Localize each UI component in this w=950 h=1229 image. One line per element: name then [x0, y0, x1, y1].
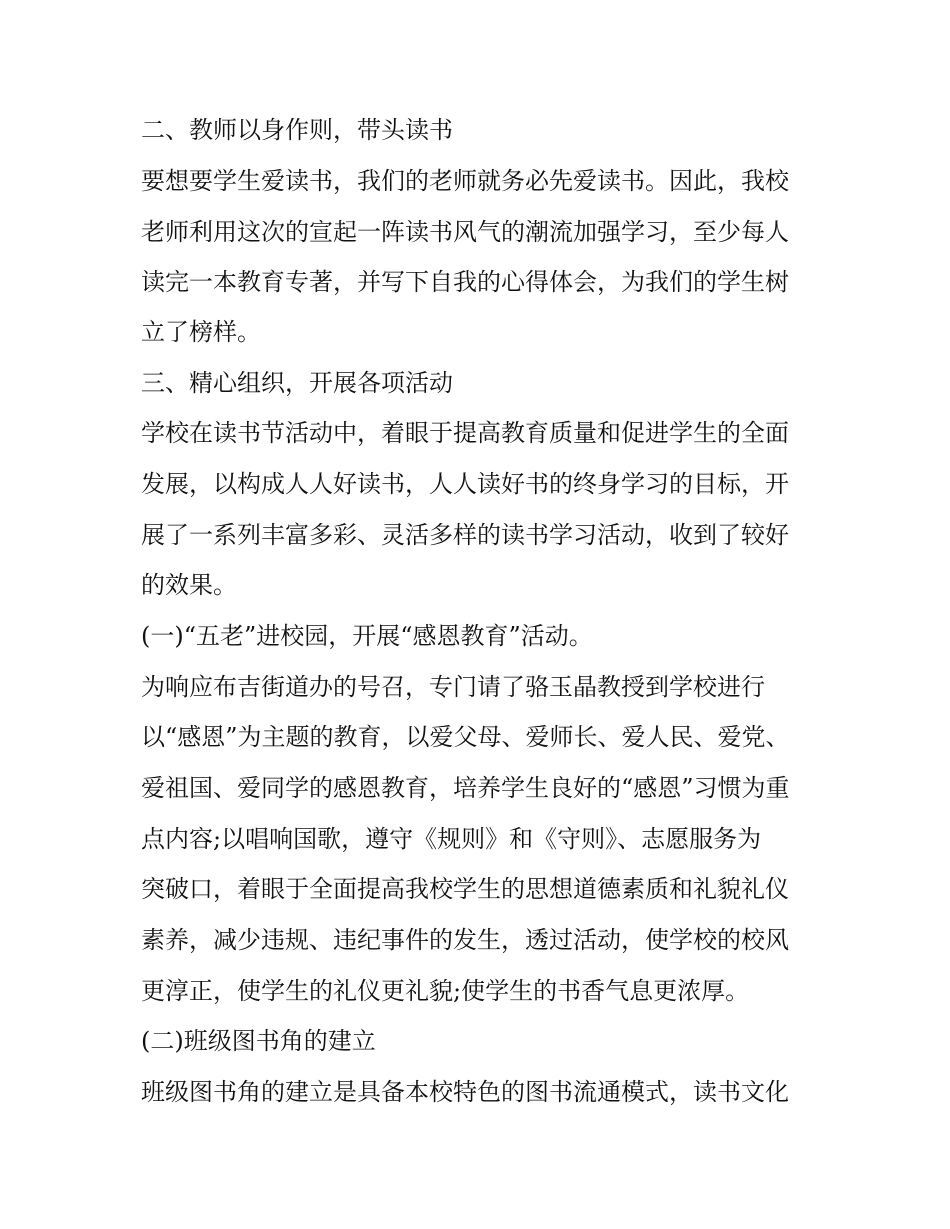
paragraph-line: 为响应布吉街道办的号召，专门请了骆玉晶教授到学校进行 — [141, 673, 765, 701]
paragraph-line: 以“感恩”为主题的教育，以爱父母、爱师长、爱人民、爱党、 — [141, 723, 790, 751]
paragraph-line: 要想要学生爱读书，我们的老师就务必先爱读书。因此，我校 — [141, 167, 789, 195]
paragraph-line: 突破口，着眼于全面提高我校学生的思想道德素质和礼貌礼仪 — [141, 875, 789, 903]
paragraph-line: 展了一系列丰富多彩、灵活多样的读书学习活动，收到了较好 — [141, 521, 789, 549]
paragraph-line: 爱祖国、爱同学的感恩教育，培养学生良好的“感恩”习惯为重 — [141, 774, 790, 802]
paragraph-line: 读完一本教育专著，并写下自我的心得体会，为我们的学生树 — [141, 268, 789, 296]
paragraph-line: 点内容;以唱响国歌，遵守《规则》和《守则》、志愿服务为 — [141, 825, 762, 853]
section-heading-activities: 三、精心组织，开展各项活动 — [141, 369, 453, 397]
paragraph-line: 更淳正，使学生的礼仪更礼貌;使学生的书香气息更浓厚。 — [141, 977, 750, 1005]
subheading-class-book-corner: (二)班级图书角的建立 — [141, 1027, 376, 1055]
paragraph-line: 老师利用这次的宣起一阵读书风气的潮流加强学习，至少每人 — [141, 218, 789, 246]
subheading-five-elders: (一)“五老”进校园，开展“感恩教育”活动。 — [141, 622, 593, 650]
paragraph-line: 素养，减少违规、违纪事件的发生，透过活动，使学校的校风 — [141, 926, 789, 954]
paragraph-line: 班级图书角的建立是具备本校特色的图书流通模式，读书文化 — [141, 1078, 789, 1106]
paragraph-line: 学校在读书节活动中，着眼于提高教育质量和促进学生的全面 — [141, 419, 789, 447]
paragraph-line: 的效果。 — [141, 571, 237, 599]
paragraph-line: 立了榜样。 — [141, 318, 261, 346]
section-heading-teachers-lead: 二、教师以身作则，带头读书 — [141, 116, 453, 144]
paragraph-line: 发展，以构成人人好读书，人人读好书的终身学习的目标，开 — [141, 470, 789, 498]
